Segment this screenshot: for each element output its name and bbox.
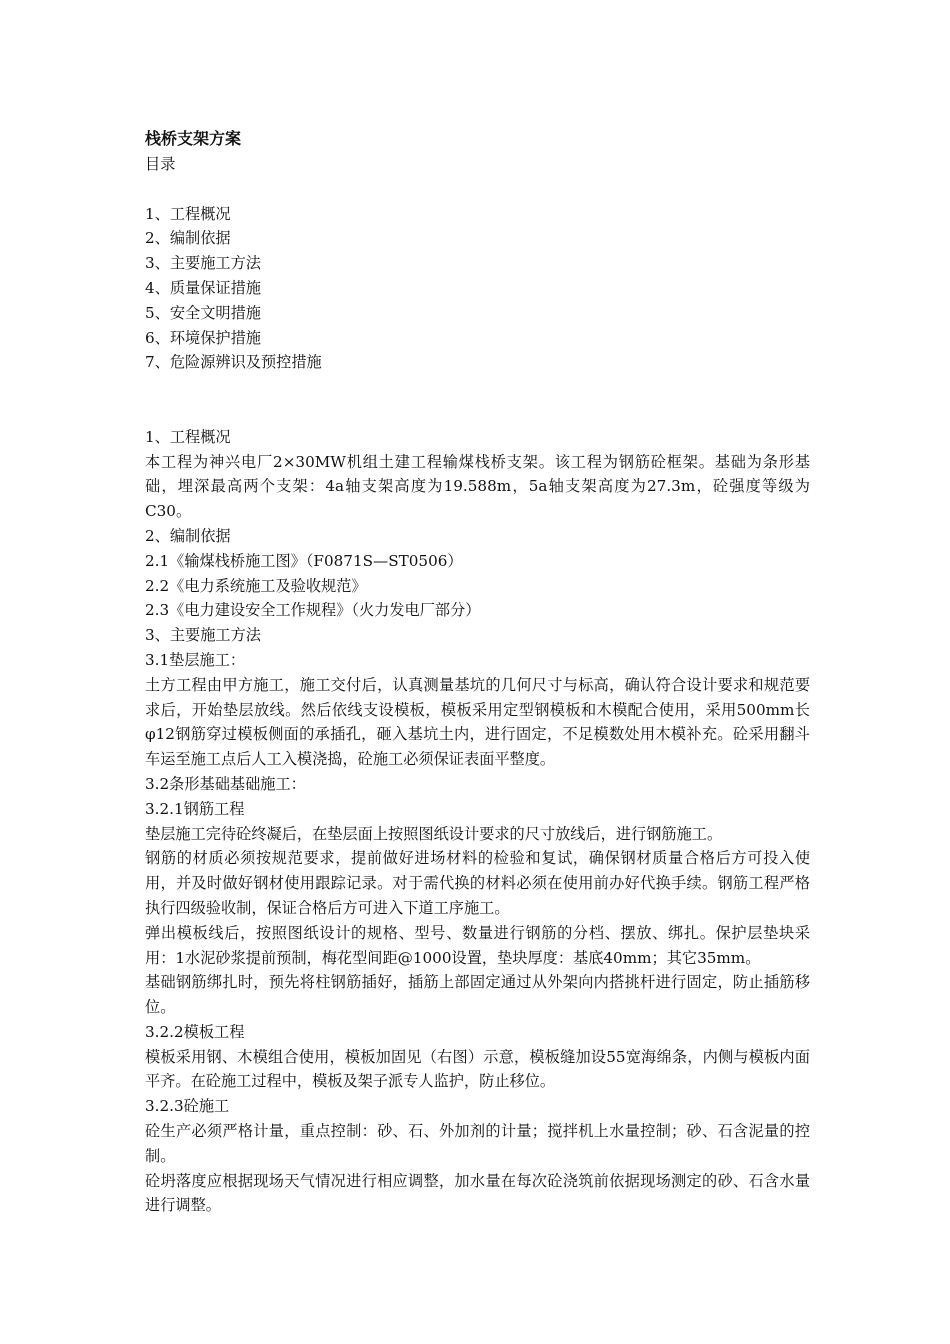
toc-item: 4、质量保证措施	[145, 278, 261, 297]
paragraph: 本工程为神兴电厂2×30MW机组土建工程输煤栈桥支架。该工程为钢筋砼框架。基础为条形基础，埋深最高两个支架：4a轴支架高度为19.588m，5a轴支架高度为27.3m，砼强度等级为C30。	[145, 452, 810, 521]
toc-item: 3、主要施工方法	[145, 254, 261, 273]
subsection-heading: 3.2.3砼施工	[145, 1097, 230, 1116]
subsection-heading: 3.2条形基础基础施工：	[145, 774, 306, 793]
table-of-contents	[145, 202, 810, 376]
reference-item: 2.3《电力建设安全工作规程》（火力发电厂部分）	[145, 601, 481, 620]
section-heading: 2、编制依据	[145, 526, 231, 545]
toc-item: 6、环境保护措施	[145, 328, 261, 347]
subsection-heading: 3.2.1钢筋工程	[145, 799, 245, 818]
paragraph: 砼坍落度应根据现场天气情况进行相应调整，加水量在每次砼浇筑前依据现场测定的砂、石含水量进行调整。	[145, 1171, 810, 1215]
paragraph: 基础钢筋绑扎时，预先将柱钢筋插好，插筋上部固定通过从外架向内搭挑杆进行固定，防止插筋移位。	[145, 973, 810, 1017]
paragraph: 钢筋的材质必须按规范要求，提前做好进场材料的检验和复试，确保钢材质量合格后方可投入使用，并及时做好钢材使用跟踪记录。对于需代换的材料必须在使用前办好代换手续。钢筋工程严格执行四级验收制，保证合格后方可进入下道工序施工。	[145, 849, 810, 917]
paragraph: 弹出模板线后，按照图纸设计的规格、型号、数量进行钢筋的分档、摆放、绑扎。保护层垫块采用：1水泥砂浆提前预制，梅花型间距@1000设置，垫块厚度：基底40mm；其它35mm。	[145, 923, 810, 967]
section-heading: 3、主要施工方法	[145, 626, 261, 645]
spacer	[145, 177, 810, 202]
paragraph: 模板采用钢、木模组合使用，模板加固见（右图）示意，模板缝加设55宽海绵条，内侧与模板内面平齐。在砼施工过程中，模板及架子派专人监护，防止移位。	[145, 1047, 810, 1091]
section-heading: 1、工程概况	[145, 427, 231, 446]
reference-item: 2.2《电力系统施工及验收规范》	[145, 576, 367, 595]
reference-item: 2.1《输煤栈桥施工图》（F0871S—ST0506）	[145, 551, 463, 570]
subsection-heading: 3.2.2模板工程	[145, 1022, 245, 1041]
spacer	[145, 375, 810, 425]
paragraph: 土方工程由甲方施工，施工交付后，认真测量基坑的几何尺寸与标高，确认符合设计要求和规范要求后，开始垫层放线。然后依线支设模板，模板采用定型钢模板和木模配合使用，采用500mm长φ12钢筋穿过模板侧面的承插孔，砸入基坑土内，进行固定，不足模数处用木模补充。砼采用翻斗车运至施工点后人工入模浇捣，砼施工必须保证表面平整度。	[145, 675, 810, 769]
subsection-heading: 3.1垫层施工：	[145, 650, 246, 669]
toc-item: 1、工程概况	[145, 204, 231, 223]
document-title: 栈桥支架方案	[145, 129, 242, 148]
toc-item: 7、危险源辨识及预控措施	[145, 353, 322, 372]
paragraph: 垫层施工完待砼终凝后，在垫层面上按照图纸设计要求的尺寸放线后，进行钢筋施工。	[145, 824, 723, 843]
toc-heading: 目录	[145, 155, 176, 173]
toc-item: 5、安全文明措施	[145, 303, 261, 322]
paragraph: 砼生产必须严格计量，重点控制：砂、石、外加剂的计量；搅拌机上水量控制；砂、石含泥量的控制。	[145, 1122, 810, 1165]
document-page	[145, 124, 810, 1218]
toc-item: 2、编制依据	[145, 229, 231, 248]
